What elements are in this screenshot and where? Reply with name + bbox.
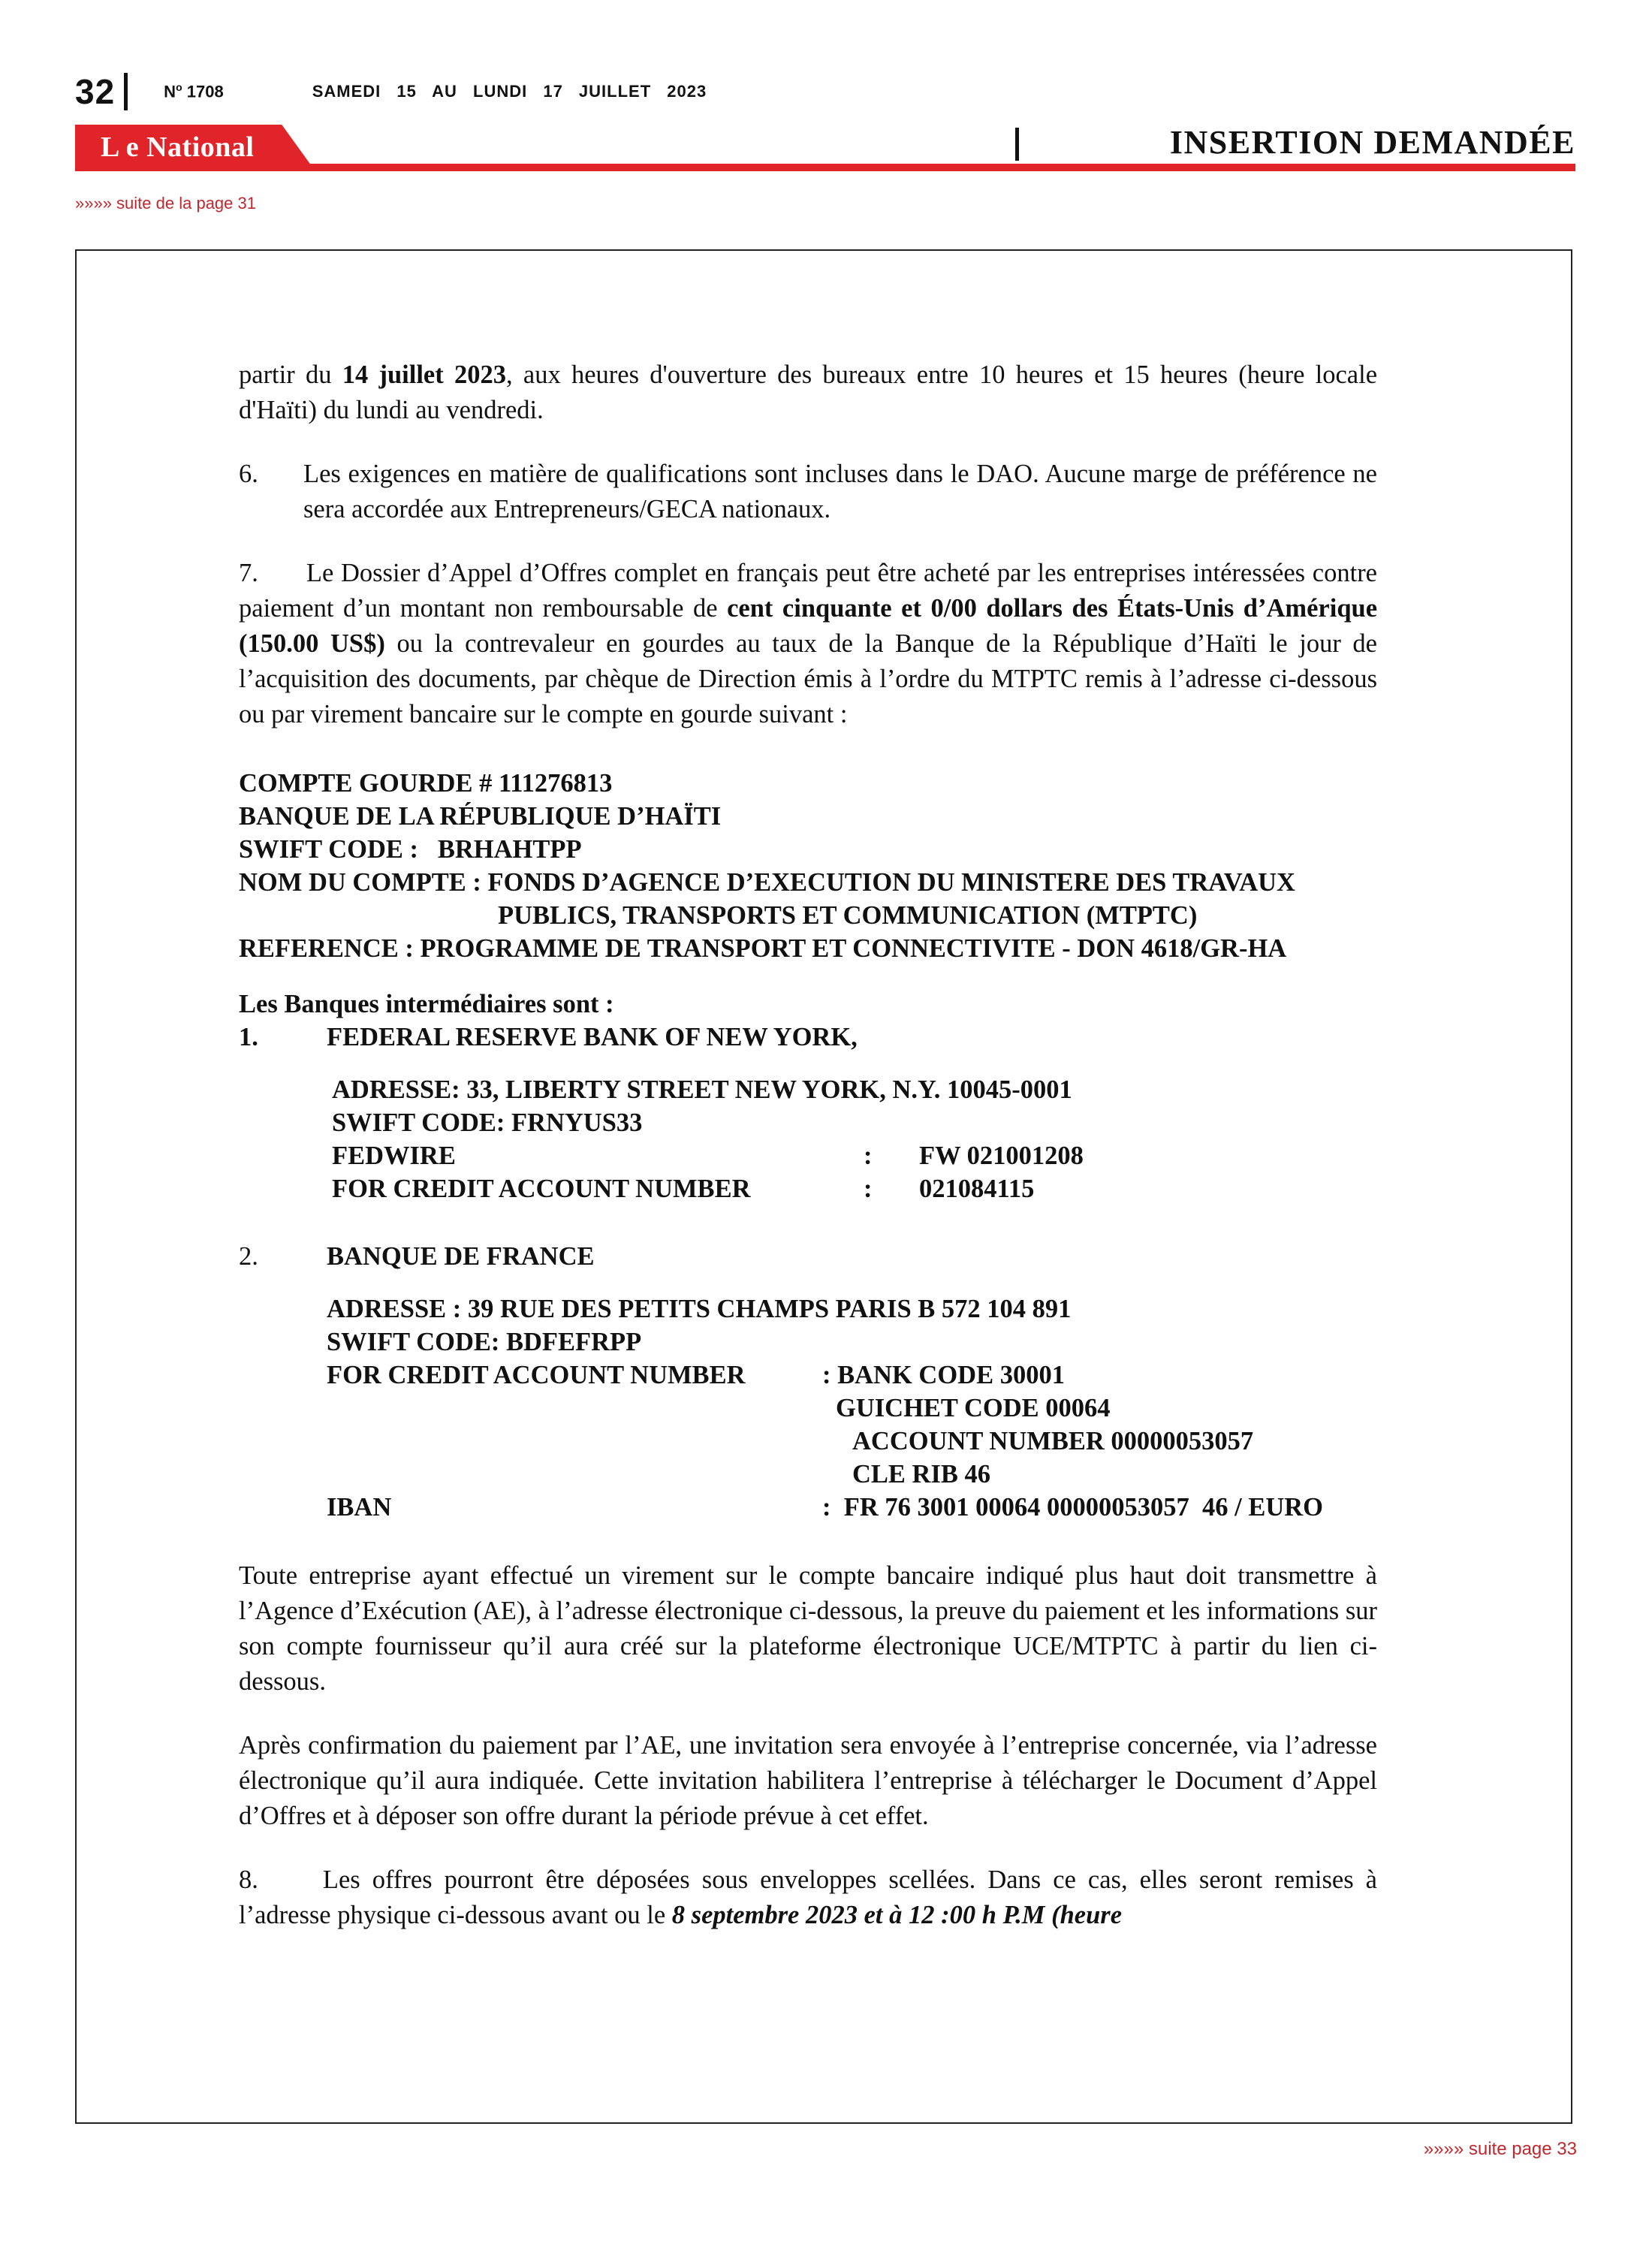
bank-2-name: BANQUE DE FRANCE <box>327 1242 595 1271</box>
item-number: 8. <box>239 1865 258 1894</box>
bank-1-address: ADRESSE: 33, LIBERTY STREET NEW YORK, N.Y. 10045-0001 <box>332 1075 1072 1104</box>
bank-2-address: ADRESSE : 39 RUE DES PETITS CHAMPS PARIS B 572 104 891 <box>327 1295 1072 1323</box>
continued-to-link[interactable]: »»»» suite page 33 <box>1423 2139 1577 2159</box>
intro-paragraph: partir du 14 juillet 2023, aux heures d'ouverture des bureaux entre 10 heures et 15 heures (heure locale d'Haïti) du lundi au vendredi. <box>239 360 1378 424</box>
account-number-bdf: ACCOUNT NUMBER 00000053057 <box>852 1427 1254 1455</box>
bank-1-details: ADRESSE: 33, LIBERTY STREET NEW YORK, N.Y. 10045-0001 SWIFT CODE: FRNYUS33 FEDWIRE : FW 021001208 FOR CREDIT ACCOUNT NUMBER : 021084115 <box>239 1073 1377 1205</box>
bank-1-heading: 1. FEDERAL RESERVE BANK OF NEW YORK, <box>239 1021 1377 1054</box>
section-divider <box>1015 128 1019 161</box>
submission-deadline: 8 septembre 2023 et à 12 :00 h P.M (heure <box>671 1901 1123 1929</box>
account-bank: BANQUE DE LA RÉPUBLIQUE D’HAÏTI <box>239 802 722 831</box>
transfer-proof-paragraph: Toute entreprise ayant effectué un virement sur le compte bancaire indiqué plus haut doit transmettre à l’Agence d’Exécution (AE), à l’adresse électronique ci-dessous, la preuve du paiement et les informations sur son compte fournisseur qu’il aura créé sur la plateforme électronique UCE/MTPTC à partir du lien ci-dessous. <box>239 1561 1377 1696</box>
account-number: COMPTE GOURDE # 111276813 <box>239 769 613 798</box>
page-number-divider <box>124 73 128 110</box>
bank-1-swift: SWIFT CODE: FRNYUS33 <box>332 1108 643 1137</box>
account-reference: REFERENCE : PROGRAMME DE TRANSPORT ET CONNECTIVITE - DON 4618/GR-HA <box>239 934 1287 963</box>
cle-rib: CLE RIB 46 <box>852 1460 991 1488</box>
bank-1-credit-value: 021084115 <box>919 1175 1035 1203</box>
bank-1-credit-label: FOR CREDIT ACCOUNT NUMBER <box>332 1175 751 1203</box>
section-title: INSERTION DEMANDÉE <box>1169 124 1575 161</box>
bank-2-swift: SWIFT CODE: BDFEFRPP <box>327 1328 642 1356</box>
fedwire-label: FEDWIRE <box>332 1142 456 1170</box>
notice-box <box>75 249 1572 2124</box>
masthead-rule <box>300 164 1575 171</box>
iban-label: IBAN <box>327 1493 392 1522</box>
item-7: 7. Le Dossier d’Appel d’Offres complet en français peut être acheté par les entreprises intéressées contre paiement d’un montant non remboursable de cent cinquante et 0/00 dollars des États-Unis d’Amérique (150.00 US$) ou la contrevaleur en gourdes au taux de la Banque de la République d’Haïti le jour de l’acquisition des documents, par chèque de Direction émis à l’ordre du MTPTC remis à l’adresse ci-dessous ou par virement bancaire sur le compte en gourde suivant : <box>239 559 1378 728</box>
account-swift: SWIFT CODE : BRHAHTPP <box>239 835 582 864</box>
guichet-code: GUICHET CODE 00064 <box>836 1394 1111 1422</box>
intermediary-banks-title: Les Banques intermédiaires sont : <box>239 990 614 1018</box>
item-number: 7. <box>239 559 258 587</box>
bank-code: : BANK CODE 30001 <box>822 1361 1065 1389</box>
bank-1-name: FEDERAL RESERVE BANK OF NEW YORK, <box>327 1023 858 1051</box>
payment-confirmation-paragraph: Après confirmation du paiement par l’AE, une invitation sera envoyée à l’entreprise concernée, via l’adresse électronique qu’il aura indiquée. Cette invitation habilitera l’entreprise à télécharger le Document d’Appel d’Offres et à déposer son offre durant la période prévue à cet effet. <box>239 1731 1377 1830</box>
opening-date: 14 juillet 2023 <box>342 360 506 389</box>
dao-price: cent cinquante et 0/00 dollars des États-Unis d’Amérique (150.00 US$) <box>239 594 1378 658</box>
notice-body <box>239 357 1377 1933</box>
fedwire-value: FW 021001208 <box>919 1142 1084 1170</box>
gourde-account-details <box>239 767 1377 965</box>
issue-number: $N^o$ 1708 <box>164 81 224 101</box>
bank-2-credit-label: FOR CREDIT ACCOUNT NUMBER <box>327 1361 746 1389</box>
item-6 <box>239 457 1377 527</box>
item-8: 8. Les offres pourront être déposées sous enveloppes scellées. Dans ce cas, elles seront remises à l’adresse physique ci-dessous avant ou le 8 septembre 2023 et à 12 :00 h P.M (heure <box>239 1865 1377 1929</box>
continued-from-link[interactable]: »»»» suite de la page 31 <box>75 194 256 213</box>
iban-value: : FR 76 3001 00064 00000053057 46 / EURO <box>822 1493 1323 1522</box>
issue-date: SAMEDI 15 AU LUNDI 17 JUILLET 2023 <box>312 82 707 101</box>
masthead-bar <box>75 125 1575 171</box>
page-number: 32 <box>75 72 116 111</box>
newspaper-logo: L e National <box>101 131 255 163</box>
account-name: NOM DU COMPTE : FONDS D’AGENCE D’EXECUTION DU MINISTERE DES TRAVAUX <box>239 868 1295 897</box>
item-number: 6. <box>239 460 258 488</box>
bank-2-heading: 2. BANQUE DE FRANCE <box>239 1240 1377 1273</box>
bank-2-details <box>239 1292 1377 1524</box>
masthead-top-line <box>75 69 707 114</box>
item-text: Les exigences en matière de qualifications sont incluses dans le DAO. Aucune marge de préférence ne sera accordée aux Entrepreneurs/GECA nationaux. <box>303 460 1377 523</box>
account-name-continued: PUBLICS, TRANSPORTS ET COMMUNICATION (MTPTC) <box>498 901 1198 930</box>
